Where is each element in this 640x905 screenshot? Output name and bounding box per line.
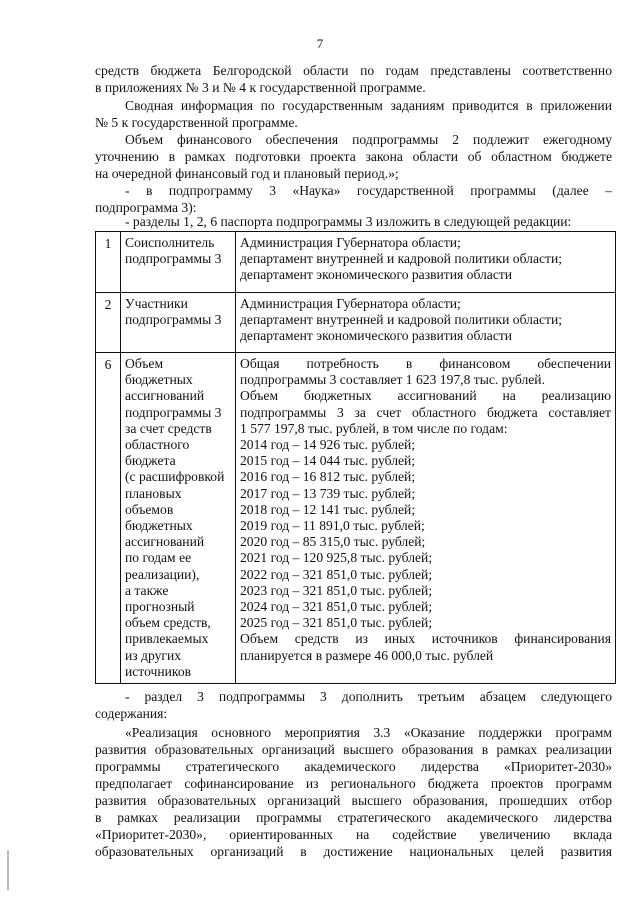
- quote-line: в рамках реализации программы стратегического академического лидерства: [95, 810, 612, 825]
- row-number: 1: [96, 232, 121, 293]
- row-value-line: Объем средств из иных источников финансирования: [240, 631, 611, 647]
- paragraph-financing-volume: Объем финансового обеспечения подпрограммы 2 подлежит ежегодному уточнению в рамках подготовки проекта закона области об областном бюджете на очередной финансовый год и плановый период.»;: [95, 132, 612, 181]
- paragraph-state-tasks: Сводная информация по государственным заданиям приводится в приложении № 5 к государственной программе.: [95, 98, 612, 130]
- table-row: [96, 232, 616, 293]
- row-value-line: 2024 год – 321 851,0 тыс. рублей;: [240, 599, 433, 615]
- table-row: [96, 293, 616, 353]
- row-label-line: Объем: [125, 356, 164, 371]
- row-value-line: Администрация Губернатора области;: [240, 296, 461, 311]
- paragraph-section-3-addition: - раздел 3 подпрограммы 3 дополнить третьим абзацем следующего содержания:: [95, 689, 612, 721]
- row-value-line: подпрограммы 3 составляет 1 623 197,8 тыс. рублей.: [240, 372, 545, 388]
- row-number: 6: [96, 353, 121, 684]
- row-value-line: 2021 год – 120 925,8 тыс. рублей;: [240, 550, 433, 566]
- row-value-line: Общая потребность в финансовом обеспечении: [240, 356, 611, 371]
- paragraph-priority-2030-quote: [95, 724, 612, 860]
- row-value-line: Администрация Губернатора области;: [240, 235, 461, 250]
- paragraph-subprogram-science: - в подпрограмму 3 «Наука» государственной программы (далее – подпрограмма 3):: [95, 183, 612, 215]
- row-value-line: 2014 год – 14 926 тыс. рублей;: [240, 437, 416, 453]
- row-value-line: 2022 год – 321 851,0 тыс. рублей;: [240, 566, 433, 582]
- row-label-line: ассигнований: [125, 388, 205, 404]
- row-label: [121, 232, 236, 293]
- row-label-line: Соисполнитель: [125, 235, 215, 250]
- row-label-line: из других: [125, 647, 182, 663]
- row-label-line: подпрограммы 3: [125, 251, 222, 267]
- row-label-line: источников: [125, 663, 192, 679]
- row-label-line: областного: [125, 437, 190, 453]
- quote-line: «Реализация основного мероприятия 3.3 «Оказание поддержки программ: [125, 725, 612, 740]
- row-label-line: бюджетных: [125, 372, 193, 388]
- row-label-line: а также: [125, 582, 169, 598]
- row-value-line: 2025 год – 321 851,0 тыс. рублей;: [240, 615, 433, 631]
- row-label-line: объемов: [125, 501, 174, 517]
- row-value-line: 2015 год – 14 044 тыс. рублей;: [240, 453, 416, 469]
- row-label-line: привлекаемых: [125, 631, 209, 647]
- row-label-line: подпрограммы 3: [125, 404, 222, 420]
- scan-edge-mark: [7, 850, 9, 890]
- row-value-line: департамент экономического развития области: [240, 267, 513, 283]
- quote-line: программы стратегического академического лидерства «Приоритет-2030»: [95, 759, 612, 774]
- page-number: 7: [316, 36, 324, 51]
- row-value: [236, 293, 616, 353]
- passport-table: [95, 231, 616, 684]
- row-value-line: 2017 год – 13 739 тыс. рублей;: [240, 485, 416, 501]
- row-label-line: подпрограммы 3: [125, 312, 222, 328]
- row-label-line: по годам ее: [125, 550, 192, 566]
- quote-line: «Приоритет-2030», ориентированных на содействие увеличению вклада: [95, 827, 612, 842]
- row-value-line: 2020 год – 85 315,0 тыс. рублей;: [240, 534, 426, 550]
- row-label: [121, 293, 236, 353]
- row-value: [236, 353, 616, 684]
- row-label: [121, 353, 236, 684]
- row-label-line: Участники: [125, 296, 188, 311]
- row-label-line: (с расшифровкой: [125, 469, 225, 485]
- quote-line: предполагает софинансирование из регионального бюджета проектов программ: [95, 776, 612, 791]
- row-value: [236, 232, 616, 293]
- row-value-line: 2018 год – 12 141 тыс. рублей;: [240, 501, 416, 517]
- paragraph-passport-sections: - разделы 1, 2, 6 паспорта подпрограммы 3 изложить в следующей редакции:: [125, 214, 572, 229]
- row-label-line: объем средств,: [125, 615, 211, 631]
- row-value-line: 2019 год – 11 891,0 тыс. рублей;: [240, 518, 425, 534]
- row-value-line: 2023 год – 321 851,0 тыс. рублей;: [240, 582, 433, 598]
- row-value-line: департамент внутренней и кадровой политики области;: [240, 251, 563, 267]
- paragraph-appendix-ref: средств бюджета Белгородской области по годам представлены соответственно в приложениях № 3 и № 4 к государственной программе.: [95, 63, 612, 95]
- row-value-line: департамент экономического развития области: [240, 328, 513, 344]
- row-number: 2: [96, 293, 121, 353]
- row-value-line: 2016 год – 16 812 тыс. рублей;: [240, 469, 416, 485]
- row-value-line: подпрограммы 3 за счет областного бюджета составляет: [240, 404, 611, 420]
- row-label-line: плановых: [125, 485, 182, 501]
- row-label-line: реализации),: [125, 566, 200, 582]
- row-value-line: департамент внутренней и кадровой политики области;: [240, 312, 563, 328]
- row-label-line: бюджетных: [125, 518, 193, 534]
- row-value-line: 1 577 197,8 тыс. рублей, в том числе по годам:: [240, 420, 508, 436]
- row-label-line: за счет средств: [125, 420, 212, 436]
- row-label-line: ассигнований: [125, 534, 205, 550]
- row-value-line: Объем бюджетных ассигнований на реализацию: [240, 388, 611, 404]
- row-label-line: бюджета: [125, 453, 176, 469]
- quote-line: развития образовательных организаций высшего образования, прошедших отбор: [95, 793, 612, 808]
- quote-line: развития образовательных организаций высшего образования в рамках реализации: [95, 742, 612, 757]
- quote-line: образовательных организаций в достижение национальных целей развития: [95, 844, 612, 859]
- row-value-line: планируется в размере 46 000,0 тыс. рублей: [240, 647, 494, 663]
- row-label-line: прогнозный: [125, 599, 195, 615]
- table-row: [96, 353, 616, 684]
